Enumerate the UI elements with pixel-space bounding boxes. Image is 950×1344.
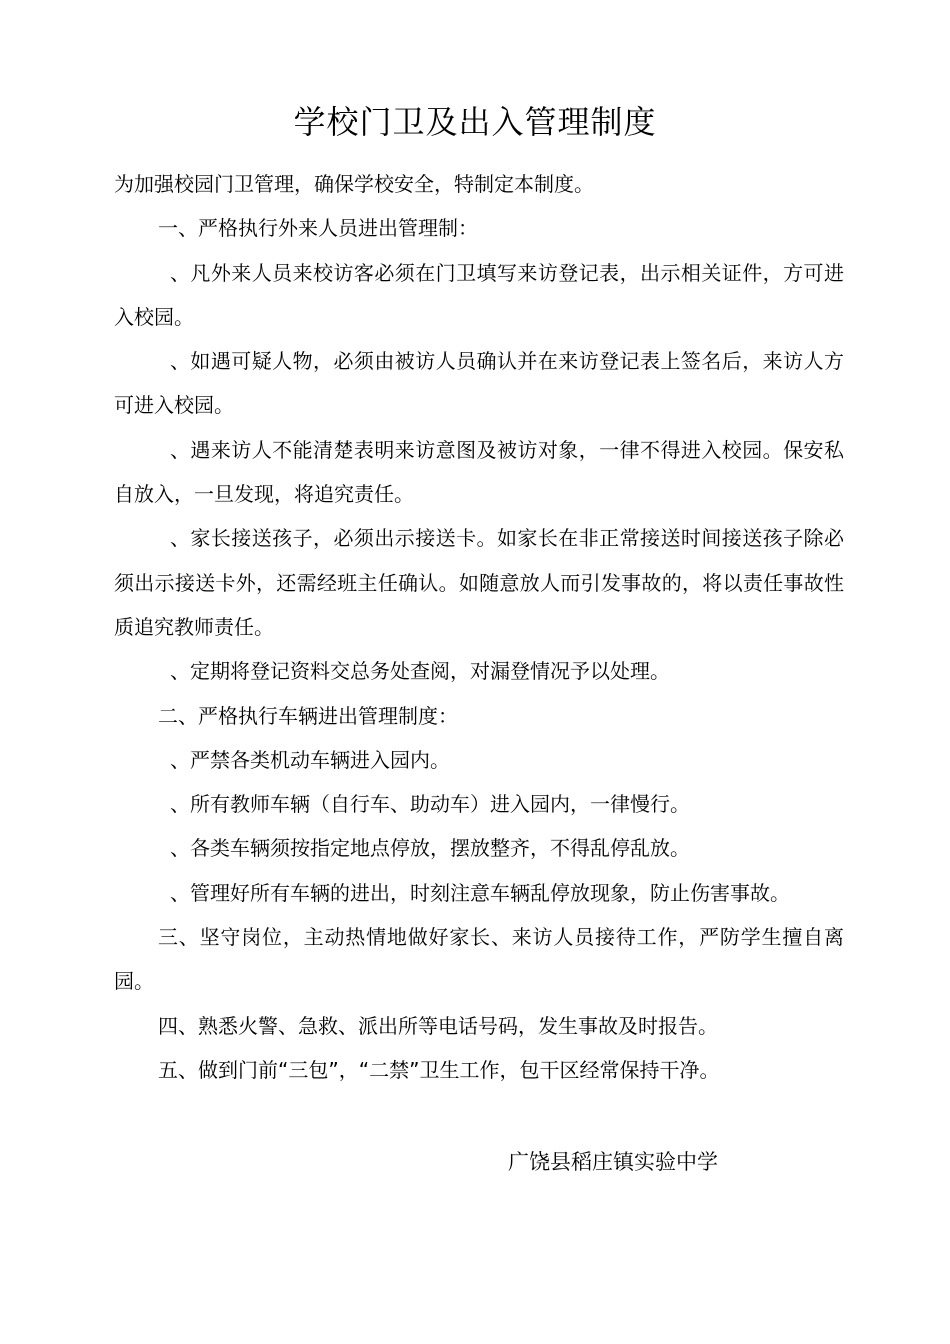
section-1-item: 、家长接送孩子，必须出示接送卡。如家长在非正常接送时间接送孩子除必须出示接送卡外，还需经班主任确认。如随意放人而引发事故的，将以责任事故性质追究教师责任。	[114, 526, 844, 639]
signature-organization: 广饶县稻庄镇实验中学	[508, 1150, 718, 1174]
intro-paragraph: 为加强校园门卫管理，确保学校安全，特制定本制度。	[114, 172, 594, 196]
section-2-heading: 二、严格执行车辆进出管理制度：	[158, 703, 458, 728]
section-1-heading: 一、严格执行外来人员进出管理制：	[158, 216, 478, 241]
document-title: 学校门卫及出入管理制度	[293, 103, 657, 141]
document-body	[114, 162, 844, 1092]
section-2-item: 、严禁各类机动车辆进入园内。	[170, 747, 450, 772]
section-1-item: 、遇来访人不能清楚表明来访意图及被访对象，一律不得进入校园。保安私自放入，一旦发现，将追究责任。	[114, 437, 844, 507]
section-1-item: 、如遇可疑人物，必须由被访人员确认并在来访登记表上签名后，来访人方可进入校园。	[114, 349, 844, 418]
section-3-paragraph: 三、坚守岗位，主动热情地做好家长、来访人员接待工作，严防学生擅自离园。	[114, 925, 844, 994]
section-4-paragraph: 四、熟悉火警、急救、派出所等电话号码，发生事故及时报告。	[158, 1013, 718, 1038]
section-2-item: 、管理好所有车辆的进出，时刻注意车辆乱停放现象，防止伤害事故。	[170, 880, 790, 905]
section-1-item: 、定期将登记资料交总务处查阅，对漏登情况予以处理。	[170, 659, 670, 684]
section-5-paragraph: 五、做到门前“三包”，“二禁”卫生工作，包干区经常保持干净。	[158, 1057, 720, 1082]
section-1-item: 、凡外来人员来校访客必须在门卫填写来访登记表，出示相关证件，方可进入校园。	[114, 260, 844, 329]
section-2-item: 、各类车辆须按指定地点停放，摆放整齐，不得乱停乱放。	[170, 836, 690, 861]
section-2-item: 、所有教师车辆（自行车、助动车）进入园内，一律慢行。	[170, 792, 690, 817]
